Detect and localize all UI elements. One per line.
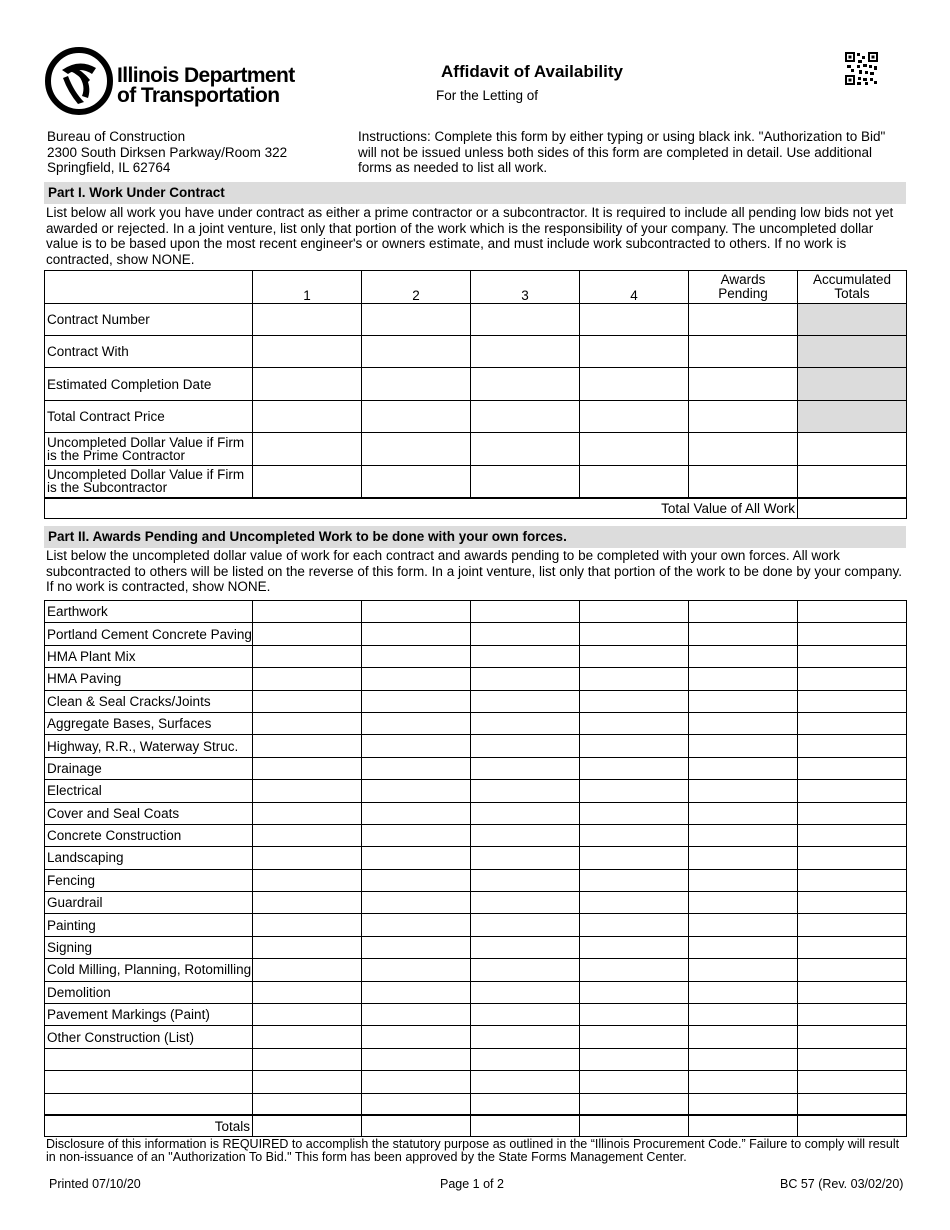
input-cell[interactable]	[580, 623, 689, 645]
row-label: Uncompleted Dollar Value if Firm is the Subcontractor	[45, 466, 253, 498]
input-cell[interactable]	[798, 981, 907, 1003]
letting-label: For the Letting of	[436, 88, 539, 103]
input-cell[interactable]	[253, 712, 362, 734]
input-cell[interactable]	[253, 757, 362, 779]
input-cell[interactable]	[798, 1048, 907, 1070]
shaded-cell	[798, 304, 907, 336]
input-cell[interactable]	[471, 892, 580, 914]
input-cell[interactable]	[689, 914, 798, 936]
input-cell[interactable]	[580, 780, 689, 802]
input-cell[interactable]	[471, 757, 580, 779]
row-label: Portland Cement Concrete Paving	[45, 623, 253, 645]
input-cell[interactable]	[471, 304, 580, 336]
totals-label: Totals	[45, 1115, 253, 1136]
input-cell[interactable]	[362, 623, 471, 645]
input-cell[interactable]	[253, 690, 362, 712]
input-cell[interactable]	[689, 690, 798, 712]
input-cell[interactable]	[253, 645, 362, 667]
input-cell[interactable]	[362, 668, 471, 690]
row-label: Fencing	[45, 869, 253, 891]
input-cell[interactable]	[689, 645, 798, 667]
qr-code-icon	[845, 52, 878, 85]
column-header: 2	[362, 271, 471, 304]
input-cell[interactable]	[471, 466, 580, 498]
input-cell[interactable]	[580, 401, 689, 433]
row-label: Cover and Seal Coats	[45, 802, 253, 824]
input-cell[interactable]	[471, 936, 580, 958]
input-cell[interactable]	[580, 735, 689, 757]
input-cell[interactable]	[689, 401, 798, 433]
input-cell[interactable]	[362, 1026, 471, 1048]
form-title: Affidavit of Availability	[441, 62, 623, 81]
input-cell[interactable]	[471, 623, 580, 645]
input-cell[interactable]	[253, 914, 362, 936]
input-cell[interactable]	[798, 690, 907, 712]
row-label-blank[interactable]	[45, 1093, 253, 1115]
column-header: 3	[471, 271, 580, 304]
idot-logo-icon	[44, 46, 114, 116]
input-cell[interactable]	[253, 802, 362, 824]
input-cell[interactable]	[580, 645, 689, 667]
input-cell[interactable]	[689, 1026, 798, 1048]
input-cell[interactable]	[689, 824, 798, 846]
input-cell[interactable]	[362, 433, 471, 466]
input-cell[interactable]	[798, 601, 907, 623]
input-cell[interactable]	[471, 914, 580, 936]
input-cell[interactable]	[580, 802, 689, 824]
column-header: 1	[253, 271, 362, 304]
row-label: HMA Plant Mix	[45, 645, 253, 667]
row-label: Painting	[45, 914, 253, 936]
row-label: Earthwork	[45, 601, 253, 623]
totals-input-cell[interactable]	[253, 1115, 362, 1136]
input-cell[interactable]	[580, 847, 689, 869]
input-cell[interactable]	[798, 1071, 907, 1093]
input-cell[interactable]	[798, 869, 907, 891]
input-cell[interactable]	[798, 802, 907, 824]
part2-table	[44, 600, 907, 1137]
input-cell[interactable]	[253, 368, 362, 401]
printed-date: Printed 07/10/20	[49, 1177, 141, 1191]
input-cell[interactable]	[471, 959, 580, 981]
part1-table	[44, 270, 907, 519]
row-label-blank[interactable]	[45, 1048, 253, 1070]
input-cell[interactable]	[580, 1071, 689, 1093]
input-cell[interactable]	[689, 936, 798, 958]
input-cell[interactable]	[471, 1026, 580, 1048]
totals-input-cell[interactable]	[689, 1115, 798, 1136]
input-cell[interactable]	[253, 847, 362, 869]
row-label-blank[interactable]	[45, 1071, 253, 1093]
input-cell[interactable]	[362, 401, 471, 433]
input-cell[interactable]	[689, 1071, 798, 1093]
input-cell[interactable]	[253, 780, 362, 802]
totals-input-cell[interactable]	[471, 1115, 580, 1136]
input-cell[interactable]	[580, 981, 689, 1003]
input-cell[interactable]	[471, 433, 580, 466]
input-cell[interactable]	[689, 368, 798, 401]
input-cell[interactable]	[362, 1093, 471, 1115]
input-cell[interactable]	[689, 433, 798, 466]
input-cell[interactable]	[689, 1004, 798, 1026]
input-cell[interactable]	[580, 336, 689, 368]
input-cell[interactable]	[689, 869, 798, 891]
instructions-text: Instructions: Complete this form by either typing or using black ink. "Authorization to Bid" will not be issued unless both sides of this form are completed in detail. Use additional forms as needed to list all work.	[358, 129, 886, 175]
input-cell[interactable]	[689, 304, 798, 336]
totals-input-cell[interactable]	[362, 1115, 471, 1136]
row-label: Demolition	[45, 981, 253, 1003]
input-cell[interactable]	[580, 1004, 689, 1026]
input-cell[interactable]	[798, 712, 907, 734]
input-cell[interactable]	[471, 780, 580, 802]
input-cell[interactable]	[580, 914, 689, 936]
input-cell[interactable]	[362, 1004, 471, 1026]
input-cell[interactable]	[689, 735, 798, 757]
input-cell[interactable]	[798, 1026, 907, 1048]
row-label: Electrical	[45, 780, 253, 802]
input-cell[interactable]	[471, 1071, 580, 1093]
input-cell[interactable]	[798, 645, 907, 667]
totals-input-cell[interactable]	[798, 1115, 907, 1136]
row-label: Cold Milling, Planning, Rotomilling	[45, 959, 253, 981]
input-cell[interactable]	[471, 847, 580, 869]
total-value-input[interactable]	[798, 498, 907, 519]
input-cell[interactable]	[362, 1048, 471, 1070]
input-cell[interactable]	[471, 712, 580, 734]
input-cell[interactable]	[362, 936, 471, 958]
input-cell[interactable]	[253, 433, 362, 466]
input-cell[interactable]	[471, 690, 580, 712]
part1-description: List below all work you have under contract as either a prime contractor or a subcontractor. It is required to include all pending low bids not yet awarded or rejected. In a joint venture, list only that portion of the work which is the responsibility of your company. The uncompleted dollar value is to be based upon the most recent engineer's or owners estimate, and must include work subcontracted to others. If no work is contracted, show NONE.	[46, 205, 894, 267]
input-cell[interactable]	[580, 601, 689, 623]
input-cell[interactable]	[253, 401, 362, 433]
totals-input-cell[interactable]	[580, 1115, 689, 1136]
input-cell[interactable]	[798, 1004, 907, 1026]
input-cell[interactable]	[362, 304, 471, 336]
shaded-cell	[798, 401, 907, 433]
input-cell[interactable]	[798, 914, 907, 936]
input-cell[interactable]	[253, 466, 362, 498]
input-cell[interactable]	[798, 936, 907, 958]
input-cell[interactable]	[362, 959, 471, 981]
input-cell[interactable]	[471, 336, 580, 368]
row-label: Uncompleted Dollar Value if Firm is the Prime Contractor	[45, 433, 253, 466]
address-line: 2300 South Dirksen Parkway/Room 322	[47, 144, 288, 160]
input-cell[interactable]	[471, 802, 580, 824]
input-cell[interactable]	[689, 757, 798, 779]
input-cell[interactable]	[362, 802, 471, 824]
input-cell[interactable]	[798, 780, 907, 802]
input-cell[interactable]	[798, 847, 907, 869]
input-cell[interactable]	[362, 690, 471, 712]
part1-heading: Part I. Work Under Contract	[44, 182, 906, 204]
row-label: Other Construction (List)	[45, 1026, 253, 1048]
input-cell[interactable]	[253, 1004, 362, 1026]
input-cell[interactable]	[580, 690, 689, 712]
input-cell[interactable]	[471, 601, 580, 623]
input-cell[interactable]	[253, 1071, 362, 1093]
input-cell[interactable]	[580, 1048, 689, 1070]
input-cell[interactable]	[253, 1048, 362, 1070]
table-header-blank	[45, 271, 253, 304]
input-cell[interactable]	[580, 1026, 689, 1048]
input-cell[interactable]	[362, 981, 471, 1003]
page-number: Page 1 of 2	[440, 1177, 504, 1191]
input-cell[interactable]	[689, 601, 798, 623]
input-cell[interactable]	[362, 914, 471, 936]
input-cell[interactable]	[253, 936, 362, 958]
input-cell[interactable]	[471, 824, 580, 846]
column-header: 4	[580, 271, 689, 304]
part2-description: List below the uncompleted dollar value of work for each contract and awards pending to be completed with your own forces. All work subcontracted to others will be listed on the reverse of this form. In a joint venture, list only that portion of the work to be done by your company. If no work is contracted, show NONE.	[46, 548, 902, 594]
input-cell[interactable]	[689, 780, 798, 802]
input-cell[interactable]	[253, 735, 362, 757]
input-cell[interactable]	[580, 368, 689, 401]
input-cell[interactable]	[253, 869, 362, 891]
input-cell[interactable]	[798, 892, 907, 914]
input-cell[interactable]	[798, 757, 907, 779]
input-cell[interactable]	[798, 433, 907, 466]
bureau-address	[47, 129, 287, 176]
input-cell[interactable]	[362, 735, 471, 757]
input-cell[interactable]	[689, 623, 798, 645]
input-cell[interactable]	[471, 981, 580, 1003]
address-line: Springfield, IL 62764	[47, 160, 171, 175]
input-cell[interactable]	[362, 466, 471, 498]
row-label: Signing	[45, 936, 253, 958]
input-cell[interactable]	[362, 780, 471, 802]
input-cell[interactable]	[362, 824, 471, 846]
input-cell[interactable]	[689, 1048, 798, 1070]
input-cell[interactable]	[689, 981, 798, 1003]
input-cell[interactable]	[798, 735, 907, 757]
input-cell[interactable]	[689, 1093, 798, 1115]
input-cell[interactable]	[253, 959, 362, 981]
shaded-cell	[798, 368, 907, 401]
input-cell[interactable]	[253, 601, 362, 623]
row-label: Pavement Markings (Paint)	[45, 1004, 253, 1026]
input-cell[interactable]	[471, 1048, 580, 1070]
row-label: Highway, R.R., Waterway Struc.	[45, 735, 253, 757]
input-cell[interactable]	[689, 959, 798, 981]
input-cell[interactable]	[471, 869, 580, 891]
row-label: Estimated Completion Date	[45, 368, 253, 401]
row-label: Contract With	[45, 336, 253, 368]
input-cell[interactable]	[253, 824, 362, 846]
input-cell[interactable]	[689, 336, 798, 368]
input-cell[interactable]	[362, 757, 471, 779]
form-id: BC 57 (Rev. 03/02/20)	[780, 1177, 904, 1191]
input-cell[interactable]	[580, 936, 689, 958]
input-cell[interactable]	[580, 824, 689, 846]
input-cell[interactable]	[689, 668, 798, 690]
input-cell[interactable]	[798, 466, 907, 498]
input-cell[interactable]	[689, 802, 798, 824]
input-cell[interactable]	[580, 869, 689, 891]
part2-heading: Part II. Awards Pending and Uncompleted Work to be done with your own forces.	[44, 526, 906, 548]
input-cell[interactable]	[798, 1093, 907, 1115]
row-label: HMA Paving	[45, 668, 253, 690]
input-cell[interactable]	[253, 892, 362, 914]
input-cell[interactable]	[253, 1093, 362, 1115]
input-cell[interactable]	[362, 892, 471, 914]
input-cell[interactable]	[253, 304, 362, 336]
shaded-cell	[798, 336, 907, 368]
disclosure-text: Disclosure of this information is REQUIRED to accomplish the statutory purpose as outlined in the “Illinois Procurement Code.” Failure to comply will result in non-issuance of an "Authorization To Bid." This form has been approved by the State Forms Management Center.	[46, 1137, 900, 1164]
input-cell[interactable]	[253, 623, 362, 645]
input-cell[interactable]	[253, 981, 362, 1003]
input-cell[interactable]	[471, 1004, 580, 1026]
input-cell[interactable]	[362, 1071, 471, 1093]
row-label: Guardrail	[45, 892, 253, 914]
input-cell[interactable]	[580, 892, 689, 914]
input-cell[interactable]	[689, 466, 798, 498]
row-label: Total Contract Price	[45, 401, 253, 433]
input-cell[interactable]	[689, 712, 798, 734]
input-cell[interactable]	[362, 712, 471, 734]
input-cell[interactable]	[471, 368, 580, 401]
input-cell[interactable]	[362, 645, 471, 667]
input-cell[interactable]	[362, 847, 471, 869]
row-label: Aggregate Bases, Surfaces	[45, 712, 253, 734]
row-label: Clean & Seal Cracks/Joints	[45, 690, 253, 712]
input-cell[interactable]	[580, 712, 689, 734]
input-cell[interactable]	[253, 336, 362, 368]
address-line: Bureau of Construction	[47, 129, 186, 144]
row-label: Landscaping	[45, 847, 253, 869]
input-cell[interactable]	[798, 623, 907, 645]
agency-name-line2: of Transportation	[117, 84, 280, 107]
input-cell[interactable]	[362, 601, 471, 623]
input-cell[interactable]	[471, 668, 580, 690]
input-cell[interactable]	[580, 757, 689, 779]
row-label: Contract Number	[45, 304, 253, 336]
input-cell[interactable]	[362, 869, 471, 891]
idot-logo	[44, 46, 300, 118]
input-cell[interactable]	[471, 645, 580, 667]
input-cell[interactable]	[580, 668, 689, 690]
input-cell[interactable]	[580, 1093, 689, 1115]
input-cell[interactable]	[798, 668, 907, 690]
row-label: Drainage	[45, 757, 253, 779]
column-header-accumulated-totals: Accumulated Totals	[798, 271, 907, 304]
column-header-awards-pending: Awards Pending	[689, 271, 798, 304]
input-cell[interactable]	[471, 401, 580, 433]
input-cell[interactable]	[580, 466, 689, 498]
input-cell[interactable]	[689, 892, 798, 914]
input-cell[interactable]	[362, 336, 471, 368]
total-value-label: Total Value of All Work	[45, 498, 798, 519]
input-cell[interactable]	[253, 1026, 362, 1048]
input-cell[interactable]	[798, 959, 907, 981]
row-label: Concrete Construction	[45, 824, 253, 846]
input-cell[interactable]	[580, 433, 689, 466]
input-cell[interactable]	[798, 824, 907, 846]
input-cell[interactable]	[580, 959, 689, 981]
input-cell[interactable]	[471, 735, 580, 757]
input-cell[interactable]	[689, 847, 798, 869]
input-cell[interactable]	[471, 1093, 580, 1115]
input-cell[interactable]	[253, 668, 362, 690]
input-cell[interactable]	[580, 304, 689, 336]
input-cell[interactable]	[362, 368, 471, 401]
agency-name-line1: Illinois Department	[117, 64, 295, 87]
